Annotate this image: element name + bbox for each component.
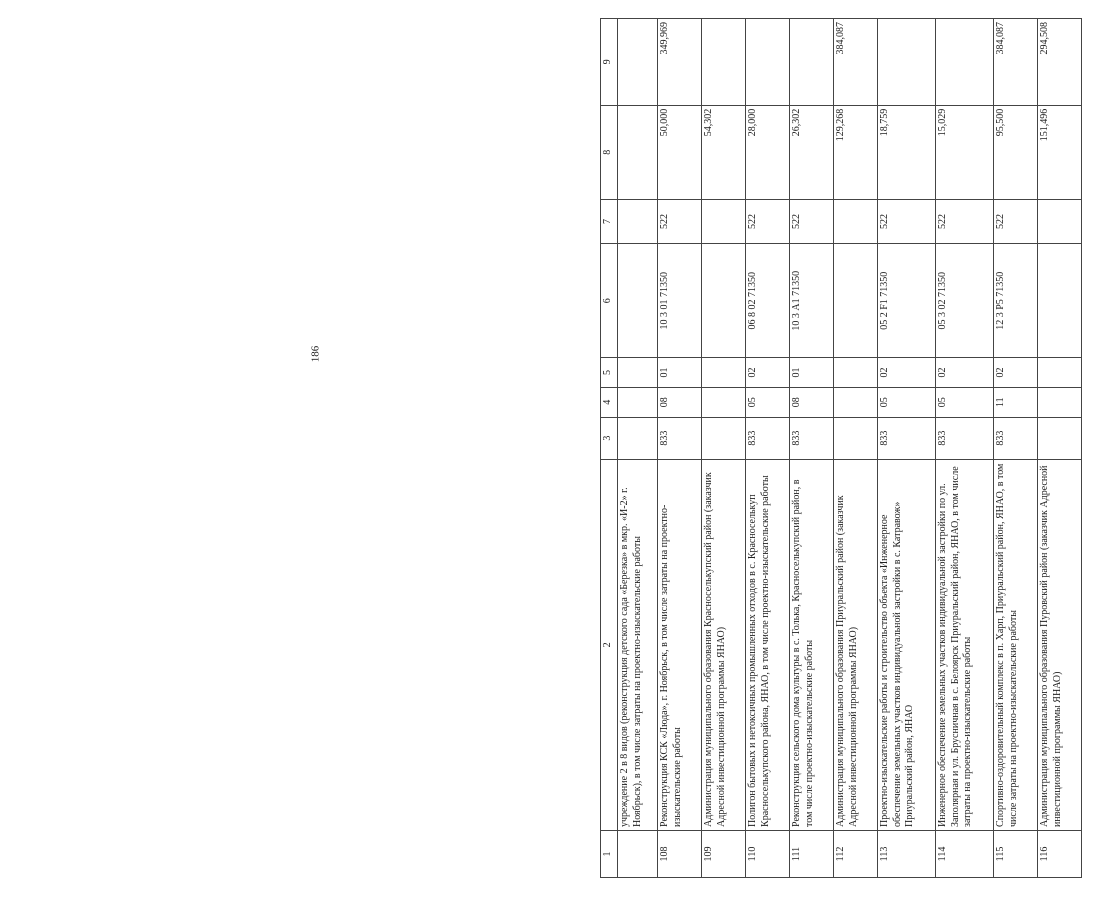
table-cell-c3: 833: [790, 417, 834, 459]
header-cell: 3: [601, 417, 618, 459]
table-cell-c5: 01: [790, 358, 834, 388]
header-cell: 6: [601, 244, 618, 358]
header-cell: 9: [601, 19, 618, 106]
table-cell-name: Администрация муниципального образования Пуровский район (заказчик Адресной инвестиционной программы ЯНАО): [1038, 459, 1082, 830]
table-cell-name: Спортивно-оздоровительный комплекс в п. Харп, Приуральский район, ЯНАО, в том числе затраты на проектно-изыскательские работы: [994, 459, 1038, 830]
header-cell: 1: [601, 830, 618, 877]
table-cell-num: 115: [994, 830, 1038, 877]
budget-table: [600, 18, 1082, 878]
table-cell-c8: 54,302: [702, 105, 746, 199]
table-cell-c6: 06 8 02 71350: [746, 244, 790, 358]
table-cell-c4: [702, 387, 746, 417]
table-row: [878, 19, 936, 878]
header-cell: 4: [601, 387, 618, 417]
table-cell-num: 111: [790, 830, 834, 877]
table-cell-c9: [878, 19, 936, 106]
table-cell-num: [618, 830, 658, 877]
table-cell-c3: 833: [878, 417, 936, 459]
table-cell-c4: 08: [790, 387, 834, 417]
table-cell-c7: [702, 199, 746, 244]
table-cell-c9: [618, 19, 658, 106]
table-cell-c3: [618, 417, 658, 459]
table-cell-c6: [834, 244, 878, 358]
table-cell-c8: 26,302: [790, 105, 834, 199]
table-row: [994, 19, 1038, 878]
table-cell-c9: [746, 19, 790, 106]
table-cell-c8: 50,000: [658, 105, 702, 199]
table-cell-c6: [1038, 244, 1082, 358]
table-body: [601, 19, 1082, 878]
table-cell-c4: 05: [878, 387, 936, 417]
table-cell-c8: 151,496: [1038, 105, 1082, 199]
table-cell-name: Инженерное обеспечение земельных участков индивидуальной застройки по ул. Заполярная и ул. Брусничная в с. Белоярск Приуральский район, ЯНАО, в том числе затраты на проектно-изыскательские работы: [936, 459, 994, 830]
table-cell-name: Полигон бытовых и нетоксичных промышленных отходов в с. Красноселькуп Красноселькупского района, ЯНАО, в том числе проектно-изыскательские работы: [746, 459, 790, 830]
header-cell: 7: [601, 199, 618, 244]
table-cell-c7: 522: [746, 199, 790, 244]
table-cell-c3: 833: [746, 417, 790, 459]
table-cell-name: Администрация муниципального образования Красноселькупский район (заказчик Адресной инвестиционной программы ЯНАО): [702, 459, 746, 830]
table-cell-name: Реконструкция сельского дома культуры в с. Толька, Красноселькупский район, в том числе проектно-изыскательские работы: [790, 459, 834, 830]
table-cell-c7: [618, 199, 658, 244]
table-cell-c7: [1038, 199, 1082, 244]
table-cell-c4: 05: [746, 387, 790, 417]
table-cell-c5: 02: [746, 358, 790, 388]
table-cell-c7: 522: [936, 199, 994, 244]
table-cell-c5: 01: [658, 358, 702, 388]
table-cell-c3: [1038, 417, 1082, 459]
table-cell-c3: [702, 417, 746, 459]
table-cell-c9: [790, 19, 834, 106]
table-cell-c8: [618, 105, 658, 199]
table-cell-c6: 10 3 А1 71350: [790, 244, 834, 358]
table-row: [834, 19, 878, 878]
table-cell-num: 109: [702, 830, 746, 877]
table-header-row: [601, 19, 618, 878]
table-cell-num: 114: [936, 830, 994, 877]
table-cell-num: 108: [658, 830, 702, 877]
table-row: [618, 19, 658, 878]
table-cell-c5: [702, 358, 746, 388]
table-cell-c3: 833: [658, 417, 702, 459]
table-cell-c5: [618, 358, 658, 388]
table-row: [702, 19, 746, 878]
table-cell-c7: 522: [658, 199, 702, 244]
table-cell-c9: 349,969: [658, 19, 702, 106]
table-cell-c5: 02: [878, 358, 936, 388]
table-cell-c9: 384,087: [834, 19, 878, 106]
table-cell-num: 112: [834, 830, 878, 877]
table-cell-c9: 384,087: [994, 19, 1038, 106]
table-cell-c9: [702, 19, 746, 106]
table-cell-name: Реконструкция КСК «Люда», г. Ноябрьск, в том числе затраты на проектно-изыскательские работы: [658, 459, 702, 830]
table-cell-c7: 522: [994, 199, 1038, 244]
table-cell-c5: [1038, 358, 1082, 388]
table-row: [936, 19, 994, 878]
table-row: [790, 19, 834, 878]
table-cell-name: Администрация муниципального образования Приуральский район (заказчик Адресной инвестиционной программы ЯНАО): [834, 459, 878, 830]
header-cell: 8: [601, 105, 618, 199]
table-cell-c3: [834, 417, 878, 459]
table-cell-c7: 522: [790, 199, 834, 244]
table-cell-c4: 05: [936, 387, 994, 417]
table-cell-c6: 05 3 02 71350: [936, 244, 994, 358]
table-cell-name: Проектно-изыскательские работы и строительство объекта «Инженерное обеспечение земельных участков индивидуальной застройки в с. Катравож» Приуральский район, ЯНАО: [878, 459, 936, 830]
table-cell-c7: 522: [878, 199, 936, 244]
table-cell-c8: 15,029: [936, 105, 994, 199]
table-cell-c8: 129,268: [834, 105, 878, 199]
table-cell-c6: [618, 244, 658, 358]
header-cell: 5: [601, 358, 618, 388]
page-number: 186: [309, 345, 322, 363]
table-cell-c8: 95,500: [994, 105, 1038, 199]
table-cell-c8: 28,000: [746, 105, 790, 199]
table-cell-c6: 05 2 F1 71350: [878, 244, 936, 358]
table-cell-c6: [702, 244, 746, 358]
table-cell-num: 110: [746, 830, 790, 877]
table-cell-c5: 02: [936, 358, 994, 388]
table-cell-c6: 12 3 P5 71350: [994, 244, 1038, 358]
table-cell-c4: 08: [658, 387, 702, 417]
table-cell-c5: 02: [994, 358, 1038, 388]
table-cell-num: 116: [1038, 830, 1082, 877]
table-row: [1038, 19, 1082, 878]
table-cell-c7: [834, 199, 878, 244]
table-cell-c4: [834, 387, 878, 417]
table-cell-name: учреждение 2 в 8 видов (реконструкция детского сада «Березка» в мкр. «И-2» г. Ноябрьск), в том числе затраты на проектно-изыскательские работы: [618, 459, 658, 830]
table-cell-c4: 11: [994, 387, 1038, 417]
table-cell-c9: 294,508: [1038, 19, 1082, 106]
table-cell-c4: [1038, 387, 1082, 417]
table-cell-c3: 833: [994, 417, 1038, 459]
table-cell-num: 113: [878, 830, 936, 877]
header-cell: 2: [601, 459, 618, 830]
table-cell-c9: [936, 19, 994, 106]
table-cell-c6: 10 3 01 71350: [658, 244, 702, 358]
table-cell-c5: [834, 358, 878, 388]
table-row: [746, 19, 790, 878]
table-cell-c8: 18,759: [878, 105, 936, 199]
table-row: [658, 19, 702, 878]
table-cell-c3: 833: [936, 417, 994, 459]
rotated-table-sheet: [600, 18, 1120, 878]
table-cell-c4: [618, 387, 658, 417]
